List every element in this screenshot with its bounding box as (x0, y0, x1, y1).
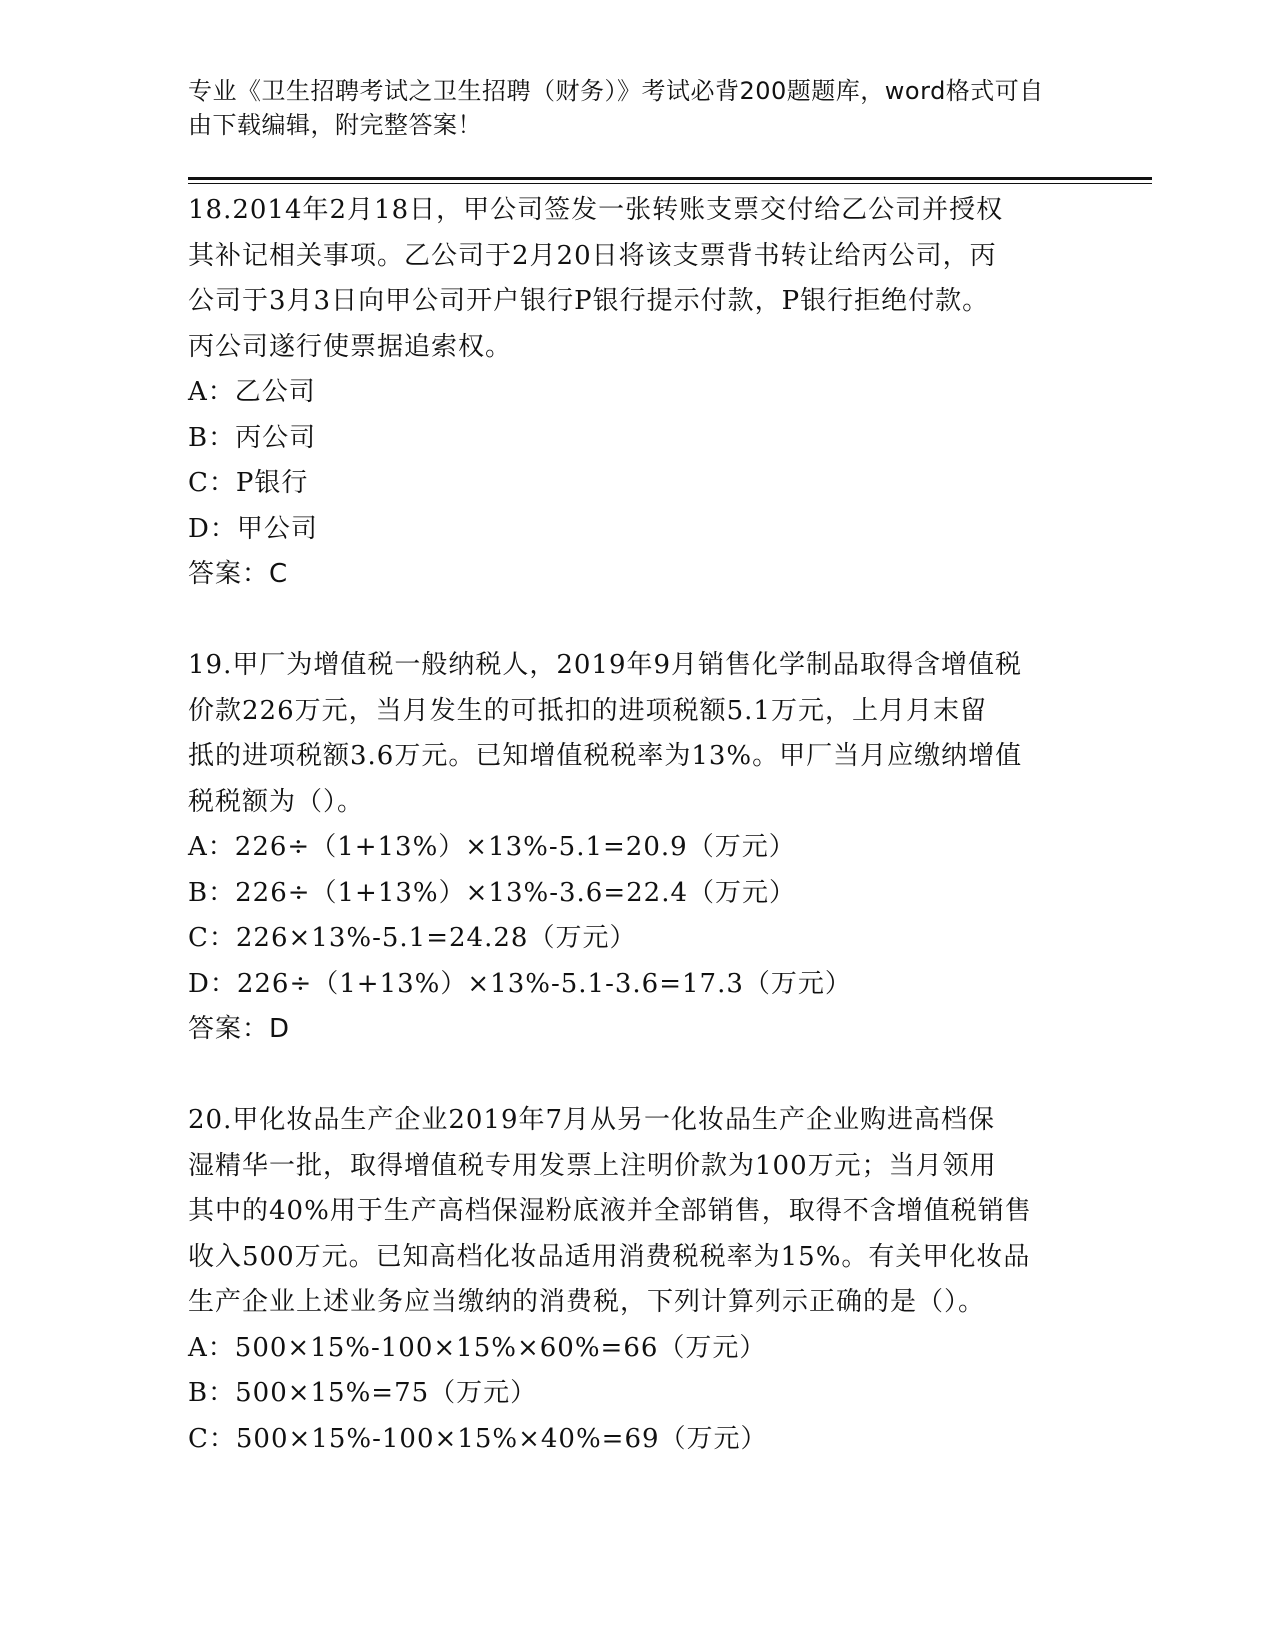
stem-line: 价款226万元，当月发生的可抵扣的进项税额5.1万元，上月月末留 (188, 695, 987, 726)
stem-line: 公司于3月3日向甲公司开户银行P银行提示付款，P银行拒绝付款。 (188, 286, 990, 316)
stem-line: 抵的进项税额3.6万元。已知增值税税率为13%。甲厂当月应缴纳增值 (188, 741, 1023, 771)
stem-line: 其中的40%用于生产高档保湿粉底液并全部销售，取得不含增值税销售 (188, 1196, 1032, 1226)
question-stem (188, 643, 1088, 825)
header-line: 由下载编辑，附完整答案！ (188, 111, 482, 139)
stem-line: 20.甲化妆品生产企业2019年7月从另一化妆品生产企业购进高档保 (188, 1105, 996, 1135)
option-d: D：226÷（1+13%）×13%-5.1-3.6=17.3（万元） (188, 968, 852, 999)
stem-line: 丙公司遂行使票据追索权。 (188, 331, 513, 362)
question-stem (188, 188, 1088, 370)
option-c: C：500×15%-100×15%×40%=69（万元） (188, 1423, 768, 1454)
stem-line: 18.2014年2月18日，甲公司签发一张转账支票交付给乙公司并授权 (188, 195, 1004, 225)
question-20 (188, 1098, 1088, 1462)
stem-line: 税税额为（）。 (188, 786, 365, 817)
stem-line: 其补记相关事项。乙公司于2月20日将该支票背书转让给丙公司，丙 (188, 240, 997, 271)
answer-line: 答案：C (188, 559, 289, 589)
document-header (188, 74, 1088, 142)
question-18 (188, 188, 1088, 598)
header-line: 专业《卫生招聘考试之卫生招聘（财务）》考试必背200题题库，word格式可自 (188, 77, 1044, 105)
answer-line: 答案：D (188, 1014, 291, 1044)
option-b: B：500×15%=75（万元） (188, 1378, 538, 1408)
stem-line: 湿精华一批，取得增值税专用发票上注明价款为100万元；当月领用 (188, 1150, 997, 1181)
option-c: C：P银行 (188, 468, 309, 498)
option-b: B：226÷（1+13%）×13%-3.6=22.4（万元） (188, 877, 797, 908)
stem-line: 生产企业上述业务应当缴纳的消费税，下列计算列示正确的是（）。 (188, 1287, 986, 1317)
option-a: A：226÷（1+13%）×13%-5.1=20.9（万元） (188, 832, 796, 862)
option-d: D：甲公司 (188, 513, 318, 544)
question-stem (188, 1098, 1088, 1326)
stem-line: 收入500万元。已知高档化妆品适用消费税税率为15%。有关甲化妆品 (188, 1241, 1031, 1272)
option-c: C：226×13%-5.1=24.28（万元） (188, 923, 637, 953)
header-rule-thin (188, 183, 1152, 184)
header-rule-thick (188, 177, 1152, 180)
option-b: B：丙公司 (188, 422, 317, 453)
question-19 (188, 643, 1088, 1053)
stem-line: 19.甲厂为增值税一般纳税人，2019年9月销售化学制品取得含增值税 (188, 650, 1023, 680)
option-a: A：500×15%-100×15%×60%=66（万元） (188, 1332, 767, 1363)
option-a: A：乙公司 (188, 377, 316, 407)
